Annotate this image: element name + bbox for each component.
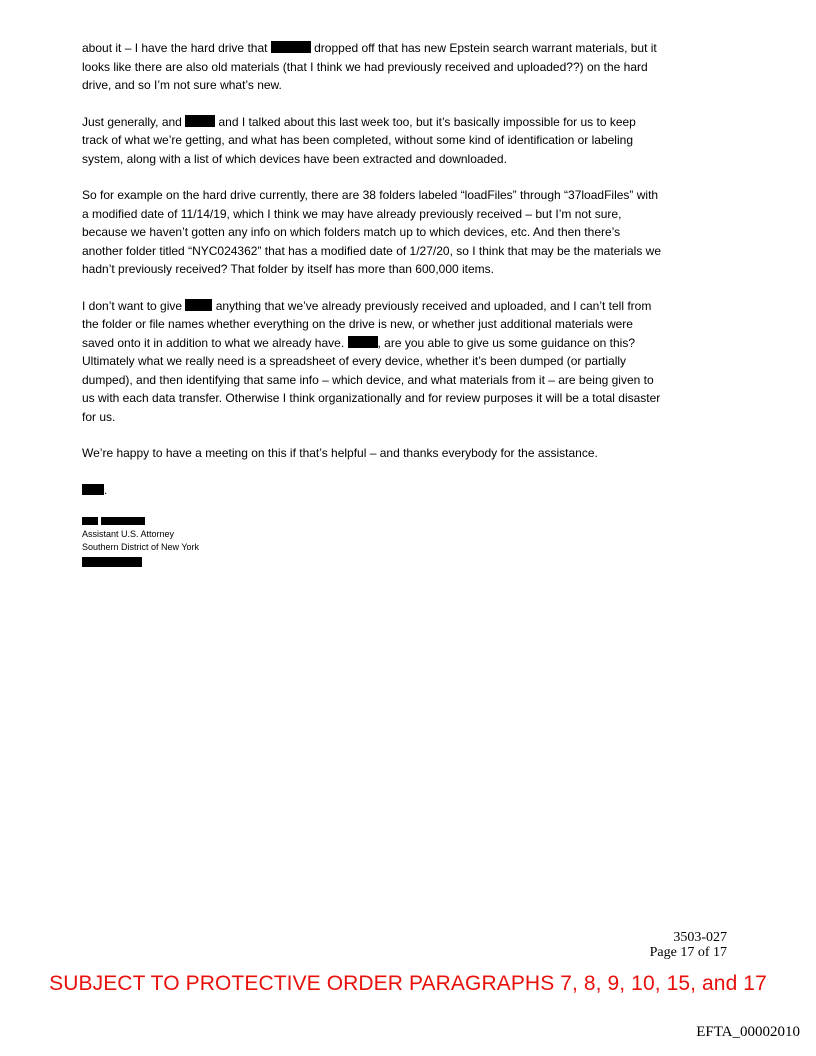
signature-initials-suffix: . (104, 482, 108, 497)
signature-block (82, 481, 662, 568)
redaction-box (82, 517, 98, 525)
redaction-box (101, 517, 145, 525)
redaction-box (185, 299, 212, 311)
paragraph-text: and I talked about this last week too, but it’s basically impossible for us to keep track of what we’re getting, and what has been completed, without some kind of identification or labeling system, along with a list of which devices have been extracted and downloaded. (82, 114, 636, 166)
paragraph-text: about it – I have the hard drive that (82, 41, 271, 55)
bates-number: 3503-027 (673, 930, 727, 945)
paragraph-text: dropped off that has new Epstein search warrant materials, but it looks like there are also old materials (that I think we had previously received and uploaded??) on the hard drive, and so I’m not sure what’s new. (82, 41, 657, 92)
redaction-box (271, 41, 311, 53)
email-body (82, 39, 662, 567)
signature-name-redacted (82, 517, 662, 525)
efta-id: EFTA_00002010 (696, 1024, 800, 1040)
signature-office: Southern District of New York (82, 542, 200, 552)
bates-stamp (650, 930, 727, 960)
redaction-box (82, 557, 142, 567)
paragraph-example: So for example on the hard drive currently, there are 38 folders labeled “loadFiles” through “37loadFiles” with a modified date of 11/14/19, which I think we may have already previously received – but I’m not sure, because we haven’t gotten any info on which folders match up to which devices, etc. And then there’s another folder titled “NYC024362” that has a modified date of 1/27/20, so I think that may be the materials we hadn’t previously received? That folder by itself has more than 600,000 items. (82, 188, 661, 276)
signature-initials (82, 481, 662, 500)
paragraph-text: I don’t want to give (82, 298, 186, 313)
redaction-box (82, 484, 104, 495)
protective-order-notice: SUBJECT TO PROTECTIVE ORDER PARAGRAPHS 7, 8, 9, 10, 15, and 17 (49, 972, 767, 995)
paragraph-closing: We’re happy to have a meeting on this if that’s helpful – and thanks everybody for the assistance. (82, 446, 598, 460)
redaction-box (348, 336, 378, 348)
signature-title: Assistant U.S. Attorney (82, 529, 175, 539)
paragraph-hard-drive (82, 39, 662, 95)
page-label: Page 17 of 17 (649, 945, 727, 960)
paragraph-guidance (82, 297, 662, 427)
paragraph-text: anything that we’ve already previously received and uploaded, and I can’t tell from the folder or file names whether everything on the drive is new, or whether just additional materials were saved onto it in addition to what we already have. (82, 298, 652, 350)
paragraph-text: , are you able to give us some guidance on this? Ultimately what we really need is a spreadsheet of every device, whether it’s been dumped (or partially dumped), and then identifying that same info – which device, and what materials from it – are being given to us with each data transfer. Otherwise I think organizationally and for review purposes it will be a total disaster for us. (82, 335, 661, 424)
redaction-box (185, 115, 215, 127)
paragraph-text: Just generally, and (82, 114, 186, 129)
paragraph-tracking (82, 113, 662, 169)
